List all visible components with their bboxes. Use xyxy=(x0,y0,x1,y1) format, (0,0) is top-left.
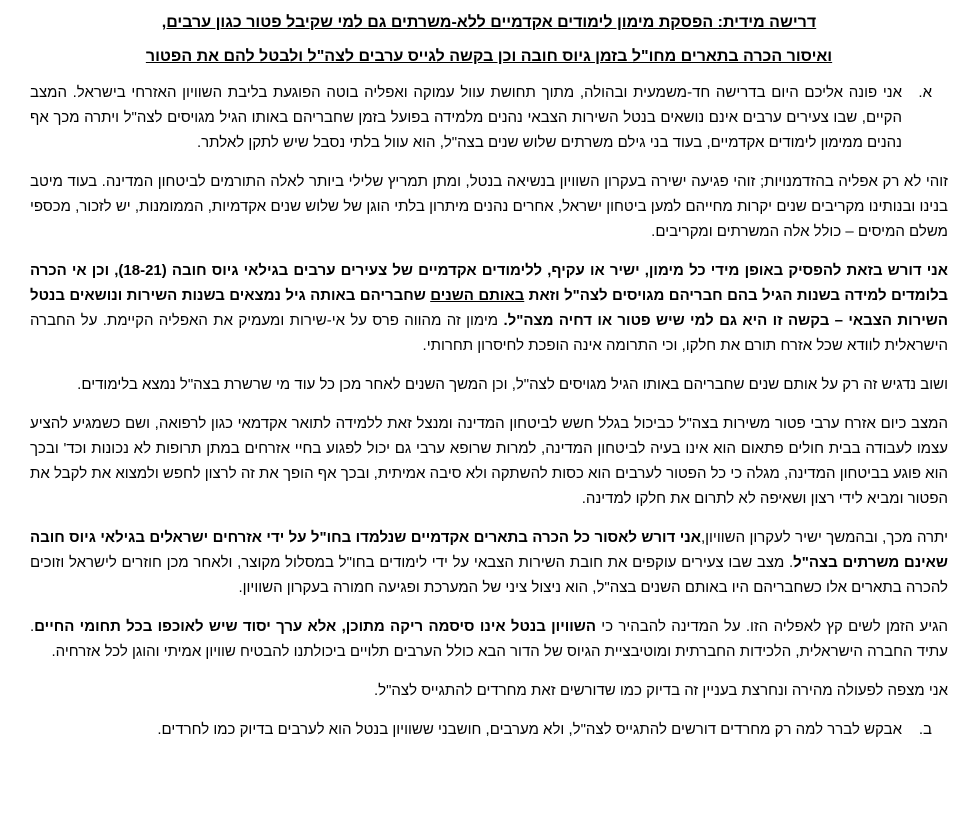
paragraph-3-bold-2: שחבריהם באותה גיל נמצאים בשנות השירות ונושאים בנטל השירות הצבאי – בקשה זו היא גם למי שיש פטור או דחיה מצה"ל. xyxy=(30,287,948,329)
paragraph-6 xyxy=(30,525,948,600)
heading-label: דרישה מידית: xyxy=(717,14,817,31)
heading-title: הפסקת מימון לימודים אקדמיים ללא-משרתים גם למי שקיבל פטור כגון ערבים, xyxy=(161,14,718,31)
paragraph-6-intro: יתרה מכך, ובהמשך ישיר לעקרון השוויון, xyxy=(700,529,948,546)
paragraph-3 xyxy=(30,258,948,358)
paragraph-6-bold: אני דורש לאסור כל הכרה בתארים אקדמיים שנלמדו בחו"ל על ידי אזרחים ישראלים בגילאי גיוס חובה שאינם משרתים בצה"ל xyxy=(30,529,948,571)
section-a-marker: א. xyxy=(918,84,932,101)
paragraph-7 xyxy=(30,614,948,664)
paragraph-7-bold: השוויון בנטל אינו סיסמה ריקה מתוכן, אלא ערך יסוד שיש לאוכפו בכל תחומי החיים xyxy=(34,618,596,635)
section-b-text: אבקש לברר למה רק מחרדים דורשים להתגייס לצה"ל, ולא מערבים, חושבני ששוויון בנטל הוא לערבים בדיוק כמו לחרדים. xyxy=(157,721,902,738)
heading-line-1 xyxy=(30,10,948,36)
paragraph-3-underlined: באותם השנים xyxy=(430,287,525,304)
paragraph-5: המצב כיום אזרח ערבי פטור משירות בצה"ל כביכול בגלל חשש לביטחון המדינה ומנצל זאת ללמידה לתואר אקדמאי כגון לרפואה, ושם כשמגיע להציע עצמו לעבודה בבית חולים פתאום הוא אינו בעיה לביטחון המדינה, למרות שרופא ערבי גם יכול לפגוע בחיי אזרחים במתן תרופות לא נכונות וכד' ובכך הוא פוגע בביטחון המדינה, מגלה כי כל הפטור לערבים הוא כסות להשתקה ולא סיבה אמיתית, ובכך אף הופך את זה לרצון לחפש ולמצוא את לקבל את הפטור ומביא לידי רצון ושאיפה לא לתרום את חלקו למדינה. xyxy=(30,415,948,507)
section-a-text: אני פונה אליכם היום בדרישה חד-משמעית ובהולה, מתוך תחושת עוול עמוקה ואפליה בוטה הפוגעת בליבת השוויון האזרחי בישראל. המצב הקיים, שבו צעירים ערבים אינם נושאים בנטל השירות הצבאי נהנים מלמידה בפועל בזמן שחבריהם באותו הגיל מגויסים לצה"ל ויתרה מכך אף נהנים ממימון לימודים אקדמיים, בעוד בני גילם משרתים שלוש שנים בצה"ל, הוא עוול בלתי נסבל שיש לתקן לאלתר. xyxy=(30,84,902,151)
paragraph-7-intro: הגיע הזמן לשים קץ לאפליה הזו. על המדינה להבהיר כי xyxy=(596,618,948,635)
paragraph-6-rest: . מצב שבו צעירים עוקפים את חובת השירות הצבאי על ידי לימודים בחו"ל במסלול מקוצר, ולאחר מכן חוזרים לישראל וזוכים להכרה בתארים אלו כשחבריהם היו באותם השנים בצה"ל, הוא ניצול ציני של המערכת ופגיעה חמורה בעקרון השוויון. xyxy=(30,554,948,596)
paragraph-8: אני מצפה לפעולה מהירה ונחרצת בעניין זה בדיוק כמו שדורשים זאת מחרדים להתגייס לצה"ל. xyxy=(373,682,948,699)
section-b xyxy=(30,717,948,742)
paragraph-3-rest: מימון זה מהווה פרס על אי-שירות ומעמיק את האפליה הקיימת. על החברה הישראלית לוודא שכל אזרח תורם את חלקו, וכי התרומה אינה הופכת לחיסרון תחרותי. xyxy=(30,312,948,354)
heading-line-2: ואיסור הכרה בתארים מחו"ל בזמן גיוס חובה וכן בקשה לגייס ערבים לצה"ל ולבטל להם את הפטור xyxy=(145,48,833,65)
paragraph-4: ושוב נדגיש זה רק על אותם שנים שחבריהם באותו הגיל מגויסים לצה"ל, וכן המשך השנים לאחר מכן כל עוד מי שרשרת בצה"ל נמצא בלימודים. xyxy=(77,376,948,393)
paragraph-3-bold-1: אני דורש בזאת להפסיק באופן מידי כל מימון, ישיר או עקיף, ללימודים אקדמיים של צעירים ערבים בגילאי גיוס חובה (18-21), וכן אי הכרה בלומדים למידה בשנות הגיל בהם חבריהם מגויסים לצה"ל וזאת xyxy=(30,262,948,304)
paragraph-2: זוהי לא רק אפליה בהזדמנויות; זוהי פגיעה ישירה בעקרון השוויון בנשיאה בנטל, ומתן תמריץ שלילי ביותר לאלה התורמים לביטחון המדינה. בעוד מיטב בנינו ובנותינו מקריבים שנים יקרות מחייהם למען ביטחון ישראל, אחרים נהנים מיתרון בלתי הוגן של שלוש שנים אקדמיות, הממומנות, יש לזכור, מכספי משלם המיסים – כולל אלה המשרתים ומקריבים. xyxy=(30,173,948,240)
section-a xyxy=(30,80,948,155)
section-b-marker: ב. xyxy=(918,721,932,738)
paragraph-7-rest: . עתיד החברה הישראלית, הלכידות החברתית ומוטיבציית הגיוס של הדור הבא כולל הערבים תלויים ביכולתנו להבטיח שוויון אמיתי והוגן לכל אזרחיה. xyxy=(30,618,948,660)
